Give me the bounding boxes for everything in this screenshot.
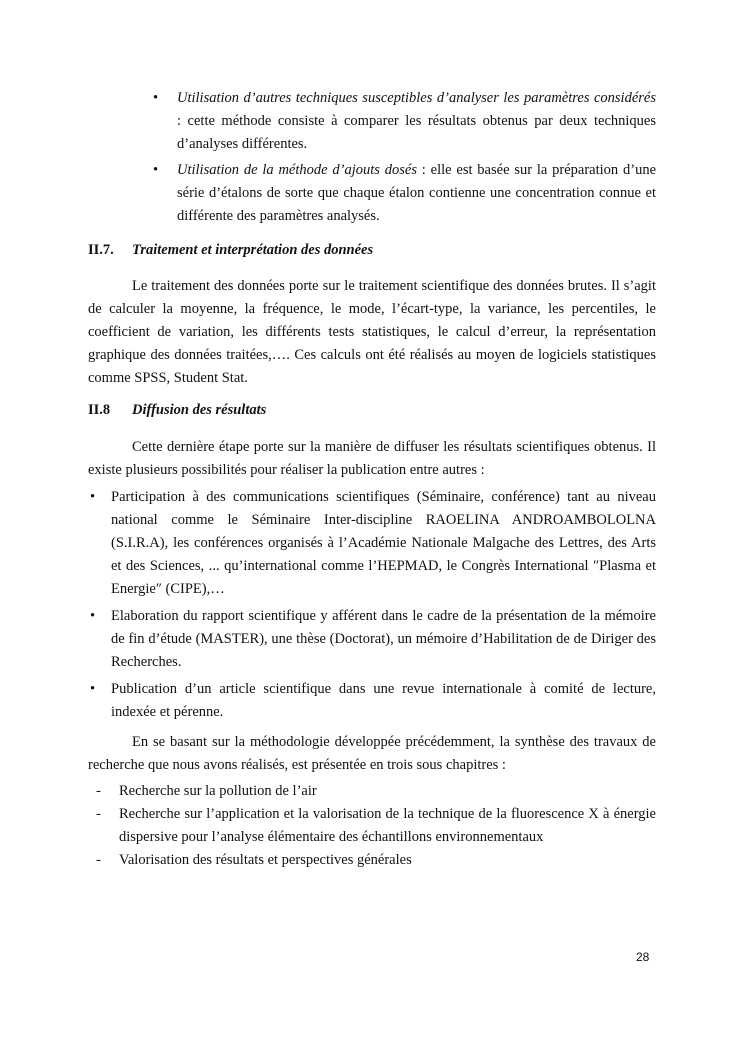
bullet-text: cette méthode consiste à comparer les résultats obtenus par deux techniques d’analyses différentes.	[177, 113, 657, 152]
list-item	[88, 486, 656, 601]
list-item: • Utilisation de la méthode d’ajouts dosés : elle est basée sur la préparation d’une série d’étalons de sorte que chaque étalon contienne une concentration connue et différente des paramètres analysés.	[153, 159, 656, 228]
list-item	[88, 849, 656, 872]
bullet-icon: •	[90, 681, 96, 697]
bullet-icon: •	[90, 489, 96, 505]
bullet-text: Participation à des communications scientifiques (Séminaire, conférence) tant au niveau national comme le Séminaire Inter-discipline RAOELINA ANDROAMBOLOLNA (S.I.R.A), les conférences organisés à l’Académie Nationale Malgache des Lettres, des Arts et des Sciences, ... qu’international comme l’HEPMAD, le Congrès International ″Plasma et Energie″ (CIPE),…	[111, 489, 656, 597]
dash-item-text: Valorisation des résultats et perspectives générales	[119, 852, 412, 868]
list-item: • Utilisation d’autres techniques susceptibles d’analyser les paramètres considérés : cette méthode consiste à comparer les résultats obtenus par deux techniques d’analyses différentes.	[153, 87, 656, 156]
list-item	[88, 605, 656, 674]
bullet-text: Elaboration du rapport scientifique y afférent dans le cadre de la présentation de la mémoire de fin d’étude (MASTER), une thèse (Doctorat), un mémoire d’Habilitation de de Diriger des Recherches.	[111, 608, 656, 670]
section-number: II.7.	[88, 242, 114, 258]
list-item	[88, 803, 656, 849]
section-title: Diffusion des résultats	[132, 402, 267, 418]
bullet-icon: •	[153, 90, 159, 106]
section-7-paragraph: Le traitement des données porte sur le traitement scientifique des données brutes. Il s’agit de calculer la moyenne, la fréquence, le mode, l’écart-type, la variance, les percentiles, le coefficient de variation, les différents tests statistiques, le calcul d’erreur, la représentation graphique des données traitées,…. Ces calculs ont été réalisés au moyen de logiciels statistiques comme SPSS, Student Stat.	[88, 278, 656, 386]
subchapter-list	[88, 780, 656, 872]
section-heading-8	[88, 402, 266, 419]
section-title: Traitement et interprétation des données	[132, 242, 374, 258]
dash-icon: -	[96, 783, 101, 799]
page-number: 28	[636, 950, 650, 964]
dash-icon: -	[96, 852, 101, 868]
diffusion-bullet-list	[88, 486, 656, 728]
method-bullet-list	[153, 87, 656, 231]
bullet-text: Publication d’un article scientifique dans une revue internationale à comité de lecture, indexée et pérenne.	[111, 681, 656, 720]
dash-item-text: Recherche sur l’application et la valorisation de la technique de la fluorescence X à énergie dispersive pour l’analyse élémentaire des échantillons environnementaux	[119, 806, 656, 845]
dash-icon: -	[96, 806, 101, 822]
dash-item-text: Recherche sur la pollution de l’air	[119, 783, 317, 799]
section-heading-7	[88, 242, 373, 259]
list-item	[88, 678, 656, 724]
closing-paragraph: En se basant sur la méthodologie développée précédemment, la synthèse des travaux de recherche que nous avons réalisés, est présentée en trois sous chapitres :	[88, 734, 656, 773]
section-number: II.8	[88, 402, 111, 418]
section-8-paragraph: Cette dernière étape porte sur la manière de diffuser les résultats scientifiques obtenus. Il existe plusieurs possibilités pour réaliser la publication entre autres :	[88, 439, 656, 478]
bullet-text: elle est basée sur la préparation d’une série d’étalons de sorte que chaque étalon contienne une concentration connue et différente des paramètres analysés.	[177, 162, 657, 224]
list-item	[88, 780, 656, 803]
bullet-icon: •	[90, 608, 96, 624]
bullet-icon: •	[153, 162, 159, 178]
bullet-term: Utilisation de la méthode d’ajouts dosés	[177, 162, 417, 178]
bullet-term: Utilisation d’autres techniques susceptibles d’analyser les paramètres considérés	[177, 90, 656, 106]
